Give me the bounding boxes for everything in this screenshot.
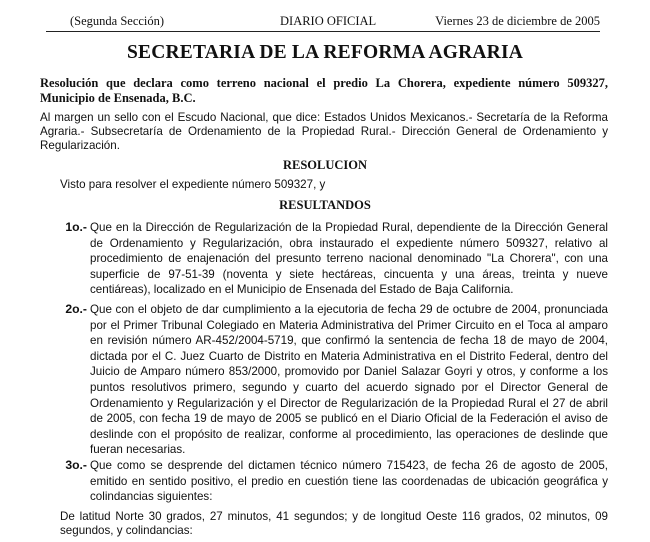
- section-label: (Segunda Sección): [70, 14, 165, 28]
- publication-date: Viernes 23 de diciembre de 2005: [435, 14, 600, 28]
- publication-name: DIARIO OFICIAL: [280, 14, 377, 28]
- header-divider: [46, 31, 600, 32]
- item-text: Que como se desprende del dictamen técnico número 715423, de fecha 26 de agosto de 2005, emitido en sentido positivo, el predio en cuestión tiene las coordenadas de ubicación geográfica y colindancias siguientes:: [90, 459, 608, 504]
- item-text: Que en la Dirección de Regularización de la Propiedad Rural, dependiente de la Dirección General de Ordenamiento y Regularización, obra instaurado el expediente número 509327, relativo al procedimiento de enajenación del presunto terreno nacional denominado "La Chorera", con una superficie de 97-51-39 (noventa y siete hectáreas, cincuenta y una áreas, treinta y nueve centiáreas), localizado en el Municipio de Ensenada del Estado de Baja California.: [90, 221, 608, 297]
- resultandos-heading: RESULTANDOS: [279, 198, 371, 212]
- resolution-summary: Resolución que declara como terreno nacional el predio La Chorera, expediente número 509327, Municipio de Ensenada, B.C.: [40, 76, 608, 105]
- latitud-paragraph: De latitud Norte 30 grados, 27 minutos, 41 segundos; y de longitud Oeste 116 grados, 02 minutos, 09 segundos, y colindancias:: [60, 510, 608, 537]
- item-number: 1o.-: [65, 220, 87, 234]
- resultando-item-3: [57, 458, 608, 505]
- page-header: [48, 14, 600, 30]
- resultando-item-1: [57, 220, 608, 298]
- resultando-item-2: [57, 302, 608, 458]
- resolucion-heading: RESOLUCION: [282, 158, 368, 172]
- item-text: Que con el objeto de dar cumplimiento a la ejecutoria de fecha 29 de octubre de 2004, pronunciada por el Primer Tribunal Colegiado en Materia Administrativa del Primer Circuito en el Toca al amparo en revisión número AR-452/2004-5719, que confirmó la sentencia de fecha 18 de mayo de 2004, dictada por el C. Juez Cuarto de Distrito en Materia Administrativa en el Distrito Federal, dentro del Juicio de Amparo número 853/2000, promovido por Daniel Salazar Goyri y otros, y conforme a los puntos resolutivos primero, segundo y cuarto del acuerdo signado por el Director General de Ordenamiento y Regularización y el Director de Regularización de la Propiedad Rural el 27 de abril de 2005, con fecha 19 de mayo de 2005 se publicó en el Diario Oficial de la Federación el aviso de deslinde con el propósito de realizar, conforme al procedimiento, las operaciones de deslinde que fueran necesarias.: [90, 303, 608, 457]
- visto-paragraph: Visto para resolver el expediente número 509327, y: [60, 178, 326, 191]
- item-number: 3o.-: [65, 458, 87, 472]
- item-number: 2o.-: [65, 302, 87, 316]
- page-title: SECRETARIA DE LA REFORMA AGRARIA: [126, 42, 524, 63]
- margin-note: Al margen un sello con el Escudo Nacional, que dice: Estados Unidos Mexicanos.- Secretaría de la Reforma Agraria.- Subsecretaría de Ordenamiento de la Propiedad Rural.- Dirección General de Ordenamiento y Regularización.: [40, 111, 608, 152]
